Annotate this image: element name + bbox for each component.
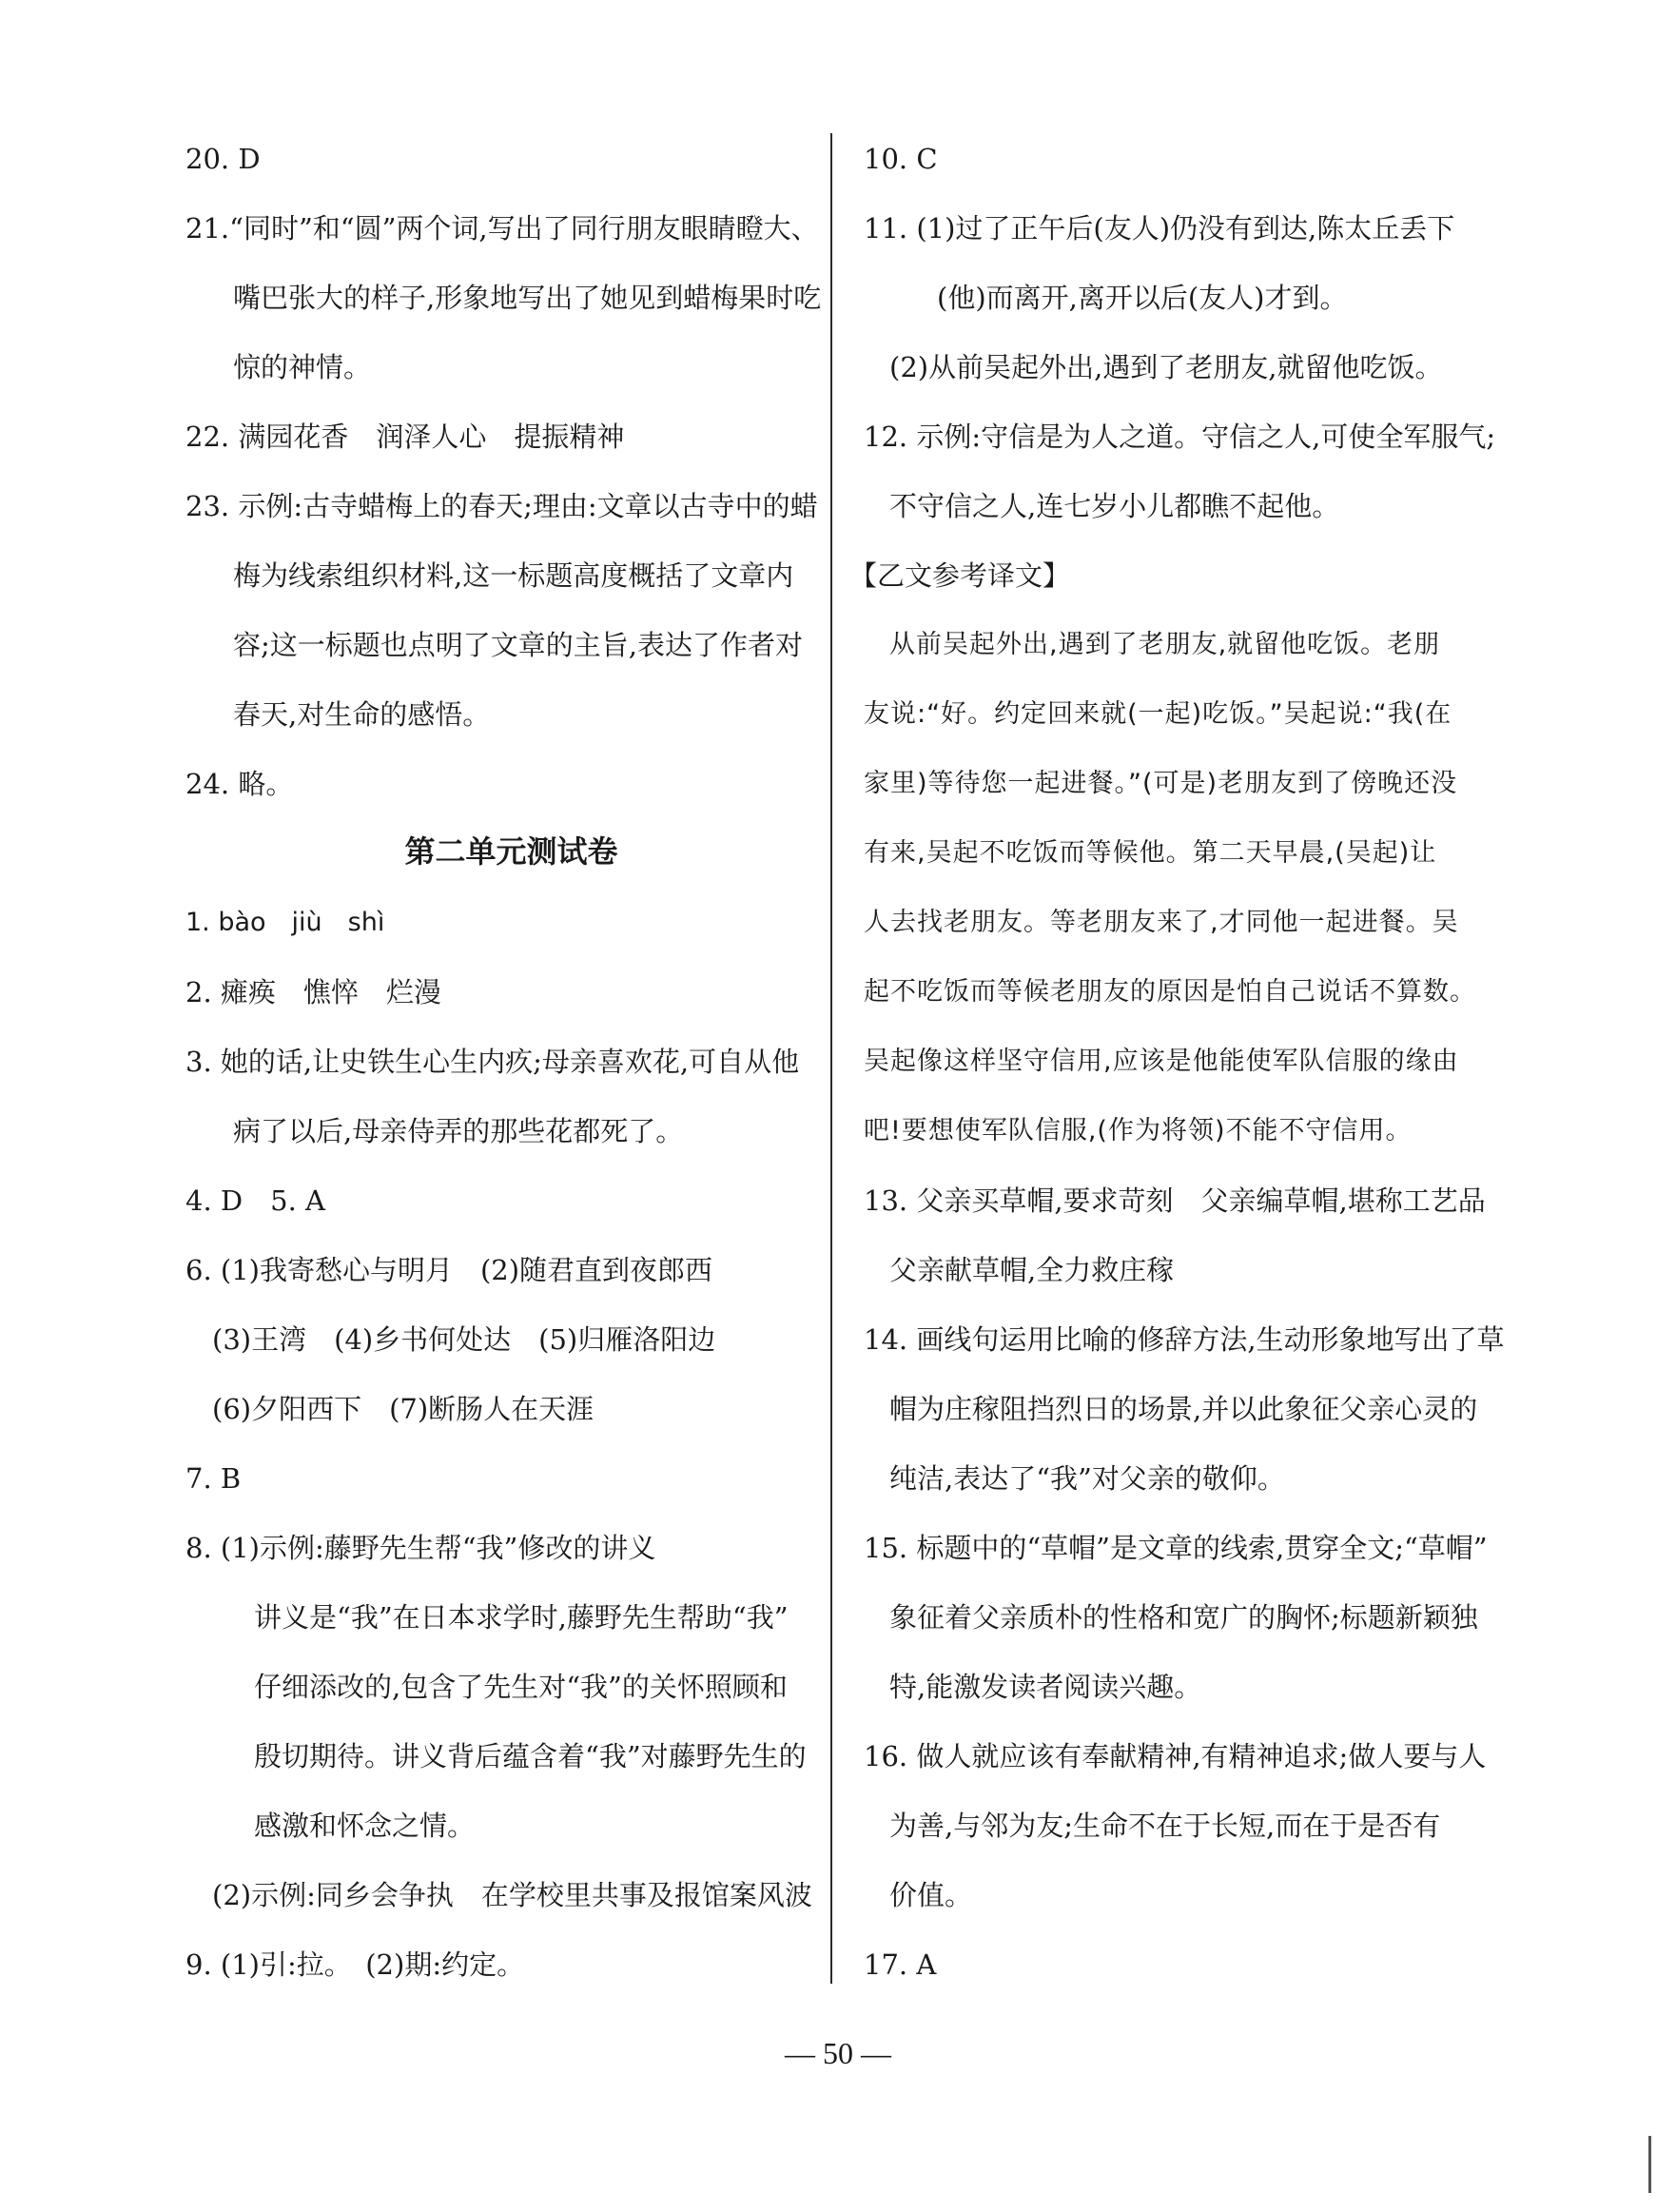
answer-line: 12. 示例:守信是为人之道。守信之人,可使全军服气; (864, 421, 1496, 453)
translation-line: 吴起像这样坚守信用,应该是他能使军队信服的缘由 (864, 1047, 1459, 1076)
translation-line: 有来,吴起不吃饭而等候他。第二天早晨,(吴起)让 (864, 838, 1437, 868)
answer-line: (2)从前吴起外出,遇到了老朋友,就留他吃饭。 (889, 351, 1443, 383)
answer-line: 11. (1)过了正午后(友人)仍没有到达,陈太丘丢下 (864, 212, 1455, 245)
answer-line: 特,能激发读者阅读兴趣。 (889, 1671, 1202, 1703)
answer-line: 23. 示例:古寺蜡梅上的春天;理由:文章以古寺中的蜡 (185, 490, 818, 522)
answer-line: 7. B (185, 1462, 242, 1495)
section-heading: 第二单元测试卷 (404, 833, 618, 870)
answer-line: 帽为庄稼阻挡烈日的场景,并以此象征父亲心灵的 (889, 1393, 1478, 1425)
translation-heading: 【乙文参考译文】 (849, 559, 1071, 592)
answer-line: 1. bào jiù shì (185, 908, 385, 937)
answer-line: 16. 做人就应该有奉献精神,有精神追求;做人要与人 (864, 1740, 1487, 1772)
answer-line: 嘴巴张大的样子,形象地写出了她见到蜡梅果时吃 (233, 282, 822, 314)
answer-line: 24. 略。 (185, 768, 294, 800)
answer-line: 17. A (864, 1948, 937, 1981)
answer-line: 容;这一标题也点明了文章的主旨,表达了作者对 (233, 629, 803, 661)
answer-line: 为善,与邻为友;生命不在于长短,而在于是否有 (889, 1810, 1441, 1842)
answer-line: 价值。 (889, 1879, 973, 1911)
translation-line: 吧!要想使军队信服,(作为将领)不能不守信用。 (864, 1116, 1413, 1145)
answer-line: 14. 画线句运用比喻的修辞方法,生动形象地写出了草 (864, 1323, 1505, 1356)
translation-line: 从前吴起外出,遇到了老朋友,就留他吃饭。老朋 (889, 630, 1441, 659)
answer-line: (6)夕阳西下 (7)断肠人在天涯 (212, 1393, 594, 1425)
answer-line: 讲义是“我”在日本求学时,藤野先生帮助“我” (254, 1601, 789, 1634)
answer-line: (3)王湾 (4)乡书何处达 (5)归雁洛阳边 (212, 1323, 716, 1356)
answer-line: 8. (1)示例:藤野先生帮“我”修改的讲义 (185, 1532, 656, 1564)
column-divider (830, 133, 832, 1984)
answer-line: 纯洁,表达了“我”对父亲的敬仰。 (889, 1462, 1285, 1495)
answer-line: 13. 父亲买草帽,要求苛刻 父亲编草帽,堪称工艺品 (864, 1184, 1486, 1217)
answer-line: 10. C (864, 143, 938, 175)
answer-line: 仔细添改的,包含了先生对“我”的关怀照顾和 (254, 1671, 788, 1703)
answer-line: 春天,对生命的感悟。 (233, 698, 491, 731)
translation-line: 起不吃饭而等候老朋友的原因是怕自己说话不算数。 (864, 977, 1476, 1007)
answer-line: 父亲献草帽,全力救庄稼 (889, 1254, 1175, 1286)
answer-line: 惊的神情。 (233, 351, 372, 383)
answer-line: (他)而离开,离开以后(友人)才到。 (937, 282, 1348, 314)
answer-line: 病了以后,母亲侍弄的那些花都死了。 (233, 1115, 684, 1147)
answer-line: 梅为线索组织材料,这一标题高度概括了文章内 (233, 559, 794, 592)
answer-line: 22. 满园花香 润泽人心 提振精神 (185, 421, 625, 453)
translation-line: 友说:“好。约定回来就(一起)吃饭。”吴起说:“我(在 (864, 699, 1452, 729)
answer-line: 3. 她的话,让史铁生心生内疚;母亲喜欢花,可自从他 (185, 1046, 800, 1078)
edge-mark (1648, 2136, 1651, 2193)
answer-line: 21.“同时”和“圆”两个词,写出了同行朋友眼睛瞪大、 (185, 212, 819, 245)
answer-line: 感激和怀念之情。 (254, 1810, 476, 1842)
answer-line: 2. 瘫痪 憔悴 烂漫 (185, 976, 441, 1008)
page-number: — 50 — (785, 2036, 891, 2070)
answer-line: 9. (1)引:拉。 (2)期:约定。 (185, 1948, 525, 1981)
translation-line: 家里)等待您一起进餐。”(可是)老朋友到了傍晚还没 (864, 769, 1458, 798)
translation-line: 人去找老朋友。等老朋友来了,才同他一起进餐。吴 (864, 908, 1459, 937)
answer-line: 15. 标题中的“草帽”是文章的线索,贯穿全文;“草帽” (864, 1532, 1488, 1564)
answer-line: 20. D (185, 143, 261, 175)
answer-line: 4. D 5. A (185, 1184, 325, 1217)
answer-line: 象征着父亲质朴的性格和宽广的胸怀;标题新颖独 (889, 1601, 1478, 1634)
answer-line: 不守信之人,连七岁小儿都瞧不起他。 (889, 490, 1340, 522)
answer-line: (2)示例:同乡会争执 在学校里共事及报馆案风波 (212, 1879, 812, 1911)
answer-line: 殷切期待。讲义背后蕴含着“我”对藤野先生的 (254, 1740, 807, 1772)
answer-line: 6. (1)我寄愁心与明月 (2)随君直到夜郎西 (185, 1254, 713, 1286)
